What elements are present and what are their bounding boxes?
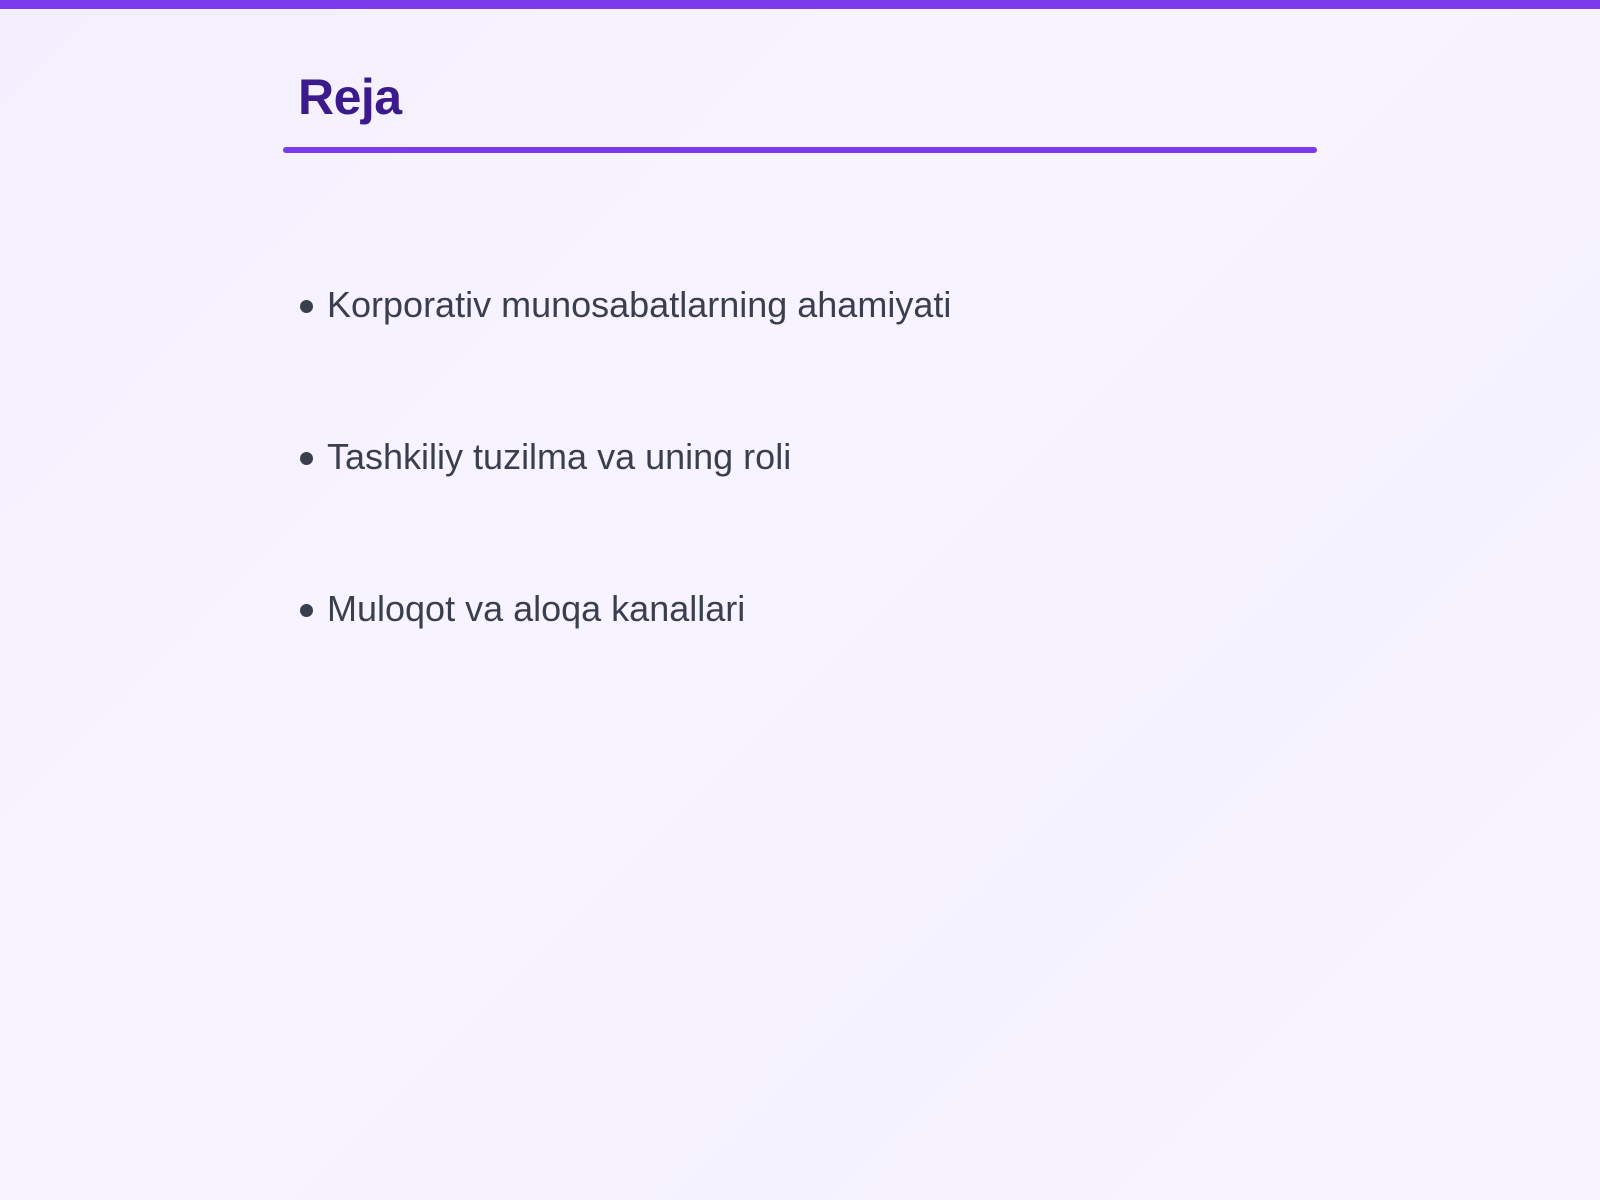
bullet-item <box>300 432 951 482</box>
bullet-item <box>300 584 951 634</box>
bullet-dot-icon <box>300 300 313 313</box>
title-underline <box>283 147 1317 153</box>
bullet-text: Tashkiliy tuzilma va uning roli <box>327 436 792 477</box>
bullet-dot-icon <box>300 452 313 465</box>
bullet-dot-icon <box>300 604 313 617</box>
slide-title: Reja <box>298 69 402 125</box>
bullet-text: Korporativ munosabatlarning ahamiyati <box>327 284 952 325</box>
bullet-list <box>300 280 951 736</box>
bullet-text: Muloqot va aloqa kanallari <box>327 588 746 629</box>
bullet-item <box>300 280 951 330</box>
